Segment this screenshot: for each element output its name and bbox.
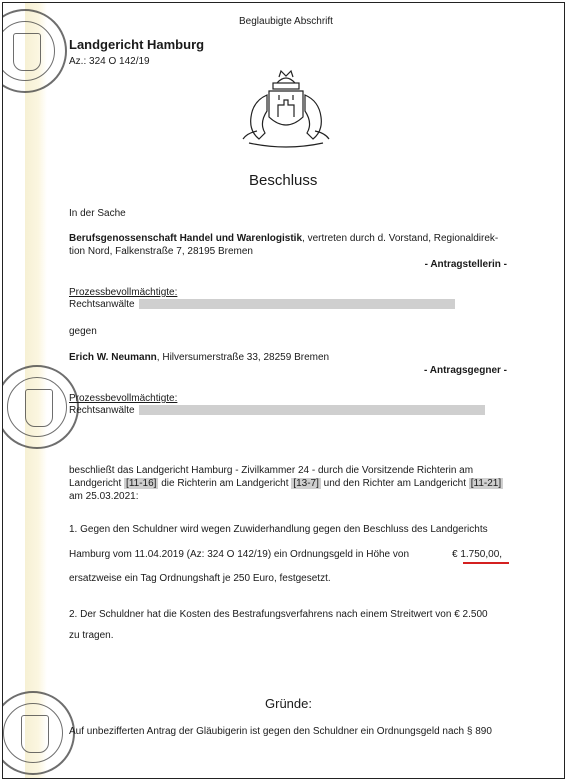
applicant-role: - Antragstellerin - [424,259,507,270]
decision-text-b: die Richterin am Landgericht [161,478,289,489]
applicant-name: Berufsgenossenschaft Handel und Warenlogistik [69,233,303,244]
coat-of-arms-emblem [239,69,333,155]
ruling-1-line1: 1. Gegen den Schuldner wird wegen Zuwiderhandlung gegen den Beschluss des Landgerichts [69,524,488,535]
case-intro: In der Sache [69,208,126,219]
ruling-1-line2: Hamburg vom 11.04.2019 (Az: 324 O 142/19) ein Ordnungsgeld in Höhe von [69,549,410,560]
respondent-name: Erich W. Neumann [69,352,157,363]
respondent-counsel: Rechtsanwälte [69,405,135,416]
decision-text-c: und den Richter am Landgericht [323,478,466,489]
court-stamp-bottom [2,691,75,775]
court-name: Landgericht Hamburg [69,37,205,52]
ruling-2-line1: 2. Der Schuldner hat die Kosten des Bestrafungsverfahrens nach einem Streitwert von € 2.500 [69,609,488,620]
case-number: Az.: 324 O 142/19 [69,56,150,67]
decision-date: am 25.03.2021: [69,491,139,502]
reasons-text: Auf unbezifferten Antrag der Gläubigerin ist gegen den Schuldner ein Ordnungsgeld nach § 890 [69,726,492,737]
applicant-details-1: , vertreten durch d. Vorstand, Regionaldirek- [302,233,499,244]
fine-amount: € 1.750,00, [452,549,503,560]
redacted-judge-1: [11-16] [126,478,157,489]
decision-line1: beschließt das Landgericht Hamburg - Zivilkammer 24 - durch die Vorsitzende Richterin am [69,465,474,476]
respondent-role: - Antragsgegner - [424,365,507,376]
redacted-judge-3: [11-21] [470,478,502,489]
reasons-heading: Gründe: [265,696,312,711]
respondent-address: , Hilversumerstraße 33, 28259 Bremen [156,352,330,363]
amount-underline-highlight [463,562,509,564]
certified-copy-label: Beglaubigte Abschrift [239,16,333,27]
document-page [2,2,565,779]
decision-text-a: Landgericht [69,478,122,489]
redacted-applicant-counsel [139,299,455,309]
ruling-2-line2: zu tragen. [69,630,114,641]
applicant-details-2: tion Nord, Falkenstraße 7, 28195 Bremen [69,246,253,257]
respondent-line [69,351,329,364]
against-label: gegen [69,326,97,337]
applicant-counsel: Rechtsanwälte [69,299,135,310]
decision-line2 [69,477,503,490]
document-title: Beschluss [249,172,318,189]
ruling-1-line3: ersatzweise ein Tag Ordnungshaft je 250 Euro, festgesetzt. [69,573,331,584]
court-stamp-middle [2,365,79,449]
applicant-counsel-heading: Prozessbevollmächtigte: [69,287,178,298]
redacted-respondent-counsel [139,405,485,415]
court-stamp-top [2,9,67,93]
applicant-line1 [69,232,498,245]
respondent-counsel-heading: Prozessbevollmächtigte: [69,393,178,404]
redacted-judge-2: [13-7] [293,478,319,489]
